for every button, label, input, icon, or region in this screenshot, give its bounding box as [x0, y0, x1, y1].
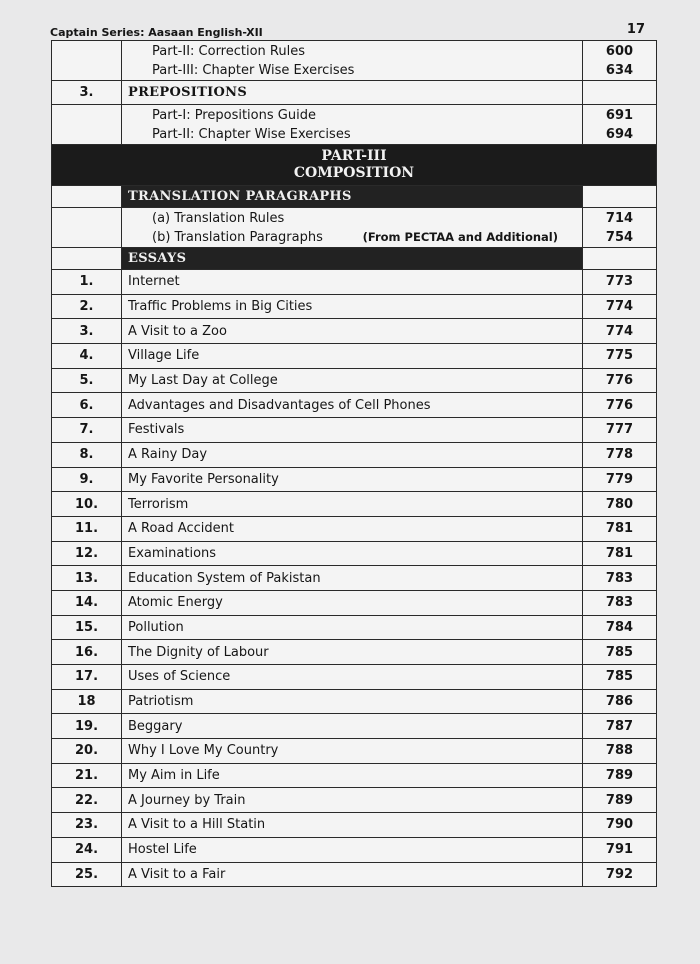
page-ref: 789 [583, 788, 657, 813]
page-ref: 786 [583, 689, 657, 714]
essay-title: Atomic Energy [122, 590, 583, 615]
essay-title: Traffic Problems in Big Cities [122, 294, 583, 319]
essay-number: 1. [52, 270, 122, 295]
essay-number: 14. [52, 590, 122, 615]
essay-title: My Aim in Life [122, 763, 583, 788]
essay-number: 2. [52, 294, 122, 319]
essay-title: A Visit to a Hill Statin [122, 813, 583, 838]
table-row [52, 739, 657, 764]
page-header [50, 22, 645, 42]
table-row [52, 467, 657, 492]
section-row-prepositions [52, 81, 657, 105]
contents-table [51, 40, 657, 887]
page-ref: 785 [583, 640, 657, 665]
section-title: TRANSLATION PARAGRAPHS [122, 186, 583, 208]
essay-title: Village Life [122, 344, 583, 369]
page-ref: 780 [583, 492, 657, 517]
essay-number: 19. [52, 714, 122, 739]
table-row [52, 344, 657, 369]
essay-title: Internet [122, 270, 583, 295]
table-row [52, 105, 657, 145]
essay-title: Pollution [122, 615, 583, 640]
sub-item-translation-paragraphs: (b) Translation Paragraphs [152, 229, 323, 245]
page-ref: 600 [605, 43, 634, 59]
table-row [52, 208, 657, 248]
page-ref: 775 [583, 344, 657, 369]
essay-number: 3. [52, 319, 122, 344]
table-row [52, 788, 657, 813]
page-ref: 779 [583, 467, 657, 492]
section-number: 3. [52, 81, 122, 105]
essay-title: A Journey by Train [122, 788, 583, 813]
page-ref: 788 [583, 739, 657, 764]
essay-number: 17. [52, 665, 122, 690]
section-title: ESSAYS [122, 248, 583, 270]
page-ref: 776 [583, 393, 657, 418]
table-row [52, 714, 657, 739]
table-row [52, 665, 657, 690]
section-title: PREPOSITIONS [122, 81, 583, 105]
essay-number: 23. [52, 813, 122, 838]
page-ref: 790 [583, 813, 657, 838]
essay-number: 24. [52, 837, 122, 862]
page-ref: 792 [583, 862, 657, 887]
table-row [52, 837, 657, 862]
section-row-translation [52, 186, 657, 208]
essay-number: 21. [52, 763, 122, 788]
essay-number: 13. [52, 566, 122, 591]
page-ref: 789 [583, 763, 657, 788]
essay-title: A Visit to a Fair [122, 862, 583, 887]
essay-title: A Road Accident [122, 516, 583, 541]
page-ref: 694 [605, 126, 634, 142]
essay-number: 5. [52, 368, 122, 393]
page-ref: 791 [583, 837, 657, 862]
part-heading-row [52, 145, 657, 186]
essay-title: Advantages and Disadvantages of Cell Phones [122, 393, 583, 418]
essay-title: My Last Day at College [122, 368, 583, 393]
page-ref: 783 [583, 566, 657, 591]
essay-title: A Visit to a Zoo [122, 319, 583, 344]
essay-number: 9. [52, 467, 122, 492]
essay-title: Why I Love My Country [122, 739, 583, 764]
essay-number: 16. [52, 640, 122, 665]
table-row [52, 862, 657, 887]
page-ref: 778 [583, 442, 657, 467]
table-row [52, 566, 657, 591]
table-row [52, 590, 657, 615]
table-row [52, 270, 657, 295]
essay-number: 11. [52, 516, 122, 541]
essay-number: 20. [52, 739, 122, 764]
table-row [52, 689, 657, 714]
part-subtitle: COMPOSITION [293, 165, 415, 181]
table-row [52, 541, 657, 566]
table-row [52, 418, 657, 443]
page-ref: 783 [583, 590, 657, 615]
table-row [52, 368, 657, 393]
essay-title: Beggary [122, 714, 583, 739]
section-row-essays [52, 248, 657, 270]
table-row [52, 516, 657, 541]
page-ref: 777 [583, 418, 657, 443]
essay-title: Patriotism [122, 689, 583, 714]
essay-number: 15. [52, 615, 122, 640]
essay-title: A Rainy Day [122, 442, 583, 467]
page-ref: 634 [605, 62, 634, 78]
sub-item-chapter-exercises: Part-II: Chapter Wise Exercises [152, 126, 351, 142]
page-ref: 776 [583, 368, 657, 393]
essay-title: Education System of Pakistan [122, 566, 583, 591]
book-title: Captain Series: Aasaan English-XII [50, 26, 263, 39]
essay-number: 12. [52, 541, 122, 566]
sub-item-chapter-exercises: Part-III: Chapter Wise Exercises [152, 62, 355, 78]
essay-number: 8. [52, 442, 122, 467]
essay-title: Uses of Science [122, 665, 583, 690]
page-ref: 781 [583, 541, 657, 566]
essay-number: 18 [52, 689, 122, 714]
part-label: PART-III [321, 148, 387, 164]
essay-title: Terrorism [122, 492, 583, 517]
essay-number: 25. [52, 862, 122, 887]
essay-title: Examinations [122, 541, 583, 566]
sub-item-translation-rules: (a) Translation Rules [152, 210, 285, 226]
source-note: (From PECTAA and Additional) [362, 229, 558, 244]
sub-item-prepositions-guide: Part-I: Prepositions Guide [152, 107, 316, 123]
table-row [52, 615, 657, 640]
table-row [52, 294, 657, 319]
essay-number: 6. [52, 393, 122, 418]
page-ref: 774 [583, 319, 657, 344]
essay-number: 7. [52, 418, 122, 443]
page-number: 17 [626, 22, 645, 37]
essay-number: 22. [52, 788, 122, 813]
essay-number: 10. [52, 492, 122, 517]
table-row [52, 319, 657, 344]
table-row [52, 813, 657, 838]
essay-title: The Dignity of Labour [122, 640, 583, 665]
page-ref: 773 [583, 270, 657, 295]
table-row [52, 393, 657, 418]
page-ref: 784 [583, 615, 657, 640]
table-row [52, 492, 657, 517]
page-ref: 691 [605, 107, 634, 123]
page-ref: 781 [583, 516, 657, 541]
page-ref: 787 [583, 714, 657, 739]
page-ref: 754 [605, 229, 634, 245]
page-ref: 785 [583, 665, 657, 690]
essay-number: 4. [52, 344, 122, 369]
page-ref: 774 [583, 294, 657, 319]
table-row [52, 640, 657, 665]
essay-title: Hostel Life [122, 837, 583, 862]
table-row [52, 442, 657, 467]
table-row [52, 41, 657, 81]
page-ref: 714 [605, 210, 634, 226]
sub-item-correction-rules: Part-II: Correction Rules [152, 43, 305, 59]
essay-title: Festivals [122, 418, 583, 443]
essay-title: My Favorite Personality [122, 467, 583, 492]
table-row [52, 763, 657, 788]
